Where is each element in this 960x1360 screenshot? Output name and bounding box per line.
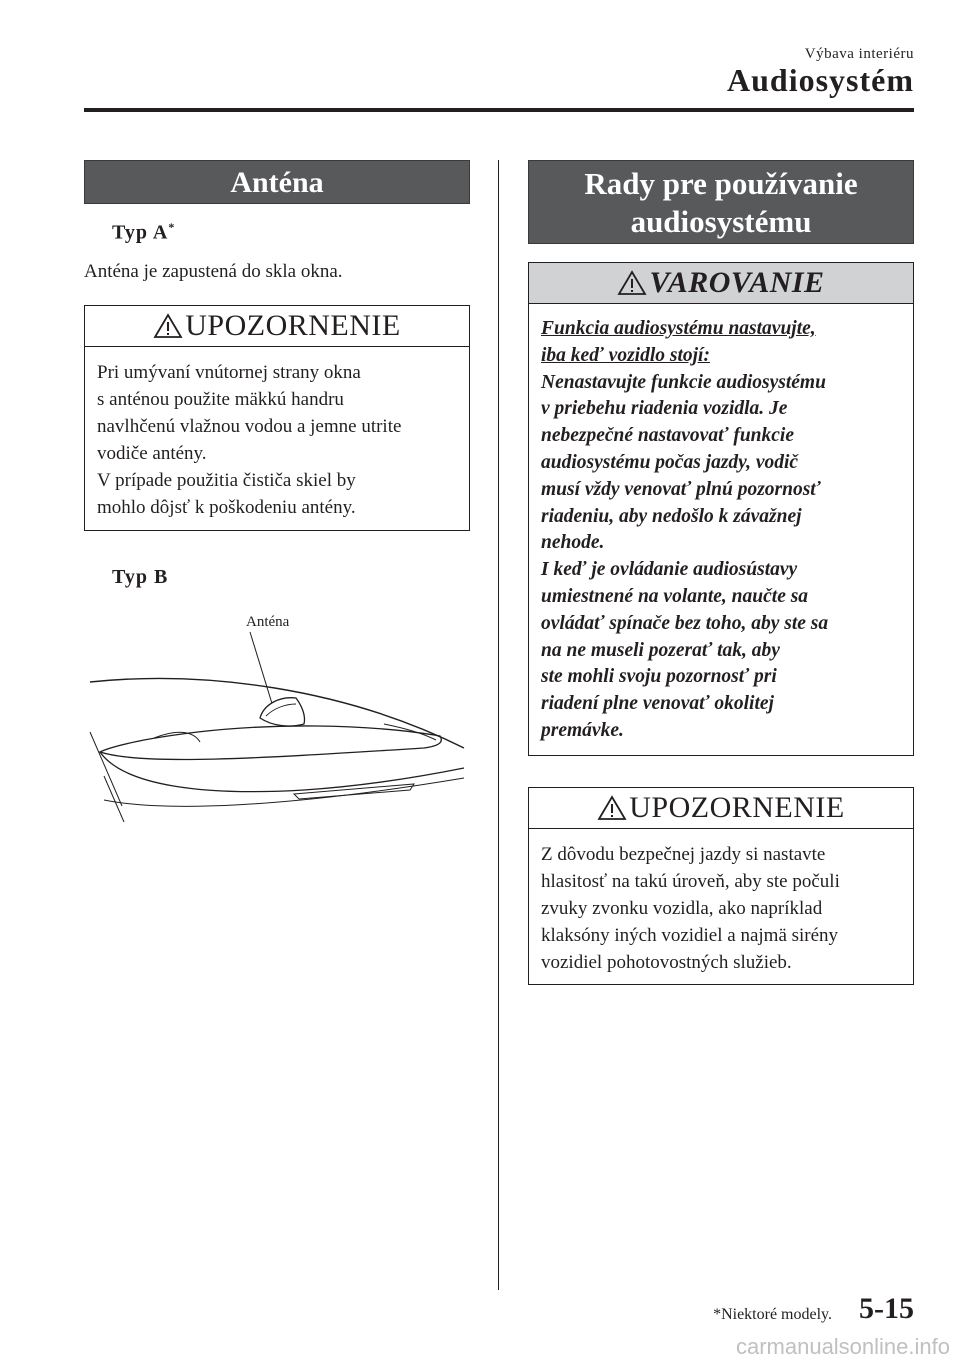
section-heading-antena: Anténa — [84, 160, 470, 204]
warning-line: nebezpečné nastavovať funkcie — [541, 425, 794, 447]
caution-line: vozidiel pohotovostných služieb. — [541, 952, 792, 973]
warning-underlined-line: Funkcia audiosystému nastavujte, — [541, 318, 816, 339]
warning-line: ste mohli svoju pozornosť pri — [541, 666, 777, 688]
section-heading-line: audiosystému — [630, 204, 812, 239]
warning-line: audiosystému počas jazdy, vodič — [541, 451, 799, 473]
warning-triangle-icon — [597, 795, 627, 821]
caution-line: klaksóny iných vozidiel a najmä sirény — [541, 925, 839, 946]
warning-box — [528, 262, 914, 756]
typ-a-description: Anténa je zapustená do skla okna. — [84, 261, 343, 282]
header-chapter: Audiosystém — [726, 62, 914, 98]
caution-line: Pri umývaní vnútornej strany okna — [97, 362, 361, 383]
caution-line: navlhčenú vlažnou vodou a jemne utrite — [97, 416, 402, 437]
watermark: carmanualsonline.info — [735, 1334, 950, 1359]
page-number: 5-15 — [859, 1292, 914, 1325]
warning-triangle-icon — [153, 313, 183, 339]
caution-body — [85, 347, 469, 531]
caution-line: s anténou použite mäkkú handru — [97, 389, 344, 410]
warning-line: ovládať spínače bez toho, aby ste sa — [541, 612, 829, 634]
warning-line: umiestnené na volante, naučte sa — [541, 585, 809, 607]
caution-title: UPOZORNENIE — [185, 309, 401, 342]
caution-line: Z dôvodu bezpečnej jazdy si nastavte — [541, 844, 826, 865]
caution-line: mohlo dôjsť k poškodeniu antény. — [97, 497, 356, 518]
warning-line: v priebehu riadenia vozidla. Je — [541, 398, 788, 420]
section-heading-line: Rady pre používanie — [584, 166, 858, 201]
warning-line: riadeniu, aby nedošlo k závažnej — [541, 505, 802, 527]
warning-underlined-line: iba keď vozidlo stojí: — [541, 344, 710, 366]
warning-line: premávke. — [541, 719, 624, 741]
caution-line: zvuky zvonku vozidla, ako napríklad — [541, 898, 823, 919]
column-divider — [498, 160, 499, 1290]
warning-line: Nenastavujte funkcie audiosystému — [541, 371, 826, 393]
caution-line: hlasitosť na takú úroveň, aby ste počuli — [541, 871, 840, 892]
antenna-figure — [84, 600, 470, 840]
typ-a-label — [112, 220, 175, 245]
caution-line: vodiče antény. — [97, 443, 207, 464]
caution-title: UPOZORNENIE — [629, 791, 845, 824]
warning-body — [529, 304, 913, 755]
section-heading-rady — [528, 160, 914, 244]
roof-antenna-illustration — [84, 600, 470, 840]
warning-header — [529, 263, 913, 304]
warning-line: I keď je ovládanie audiosústavy — [541, 559, 798, 581]
warning-line: riadení plne venovať okolitej — [541, 693, 774, 715]
figure-label-antena: Anténa — [246, 614, 290, 630]
typ-a-text: Typ A — [112, 221, 169, 244]
header-section: Výbava interiéru — [804, 46, 914, 62]
warning-line: nehode. — [541, 532, 605, 554]
caution-box-audio — [528, 787, 914, 985]
warning-title: VAROVANIE — [649, 266, 825, 299]
caution-header — [529, 788, 913, 829]
footnote: *Niektoré modely. — [713, 1306, 832, 1323]
warning-line: musí vždy venovať plnú pozornosť — [541, 478, 821, 500]
warning-line: na ne museli pozerať tak, aby — [541, 639, 780, 661]
warning-triangle-icon — [617, 270, 647, 296]
typ-b-label: Typ B — [112, 566, 169, 588]
caution-body — [529, 829, 913, 986]
typ-a-footnote-mark: * — [168, 220, 176, 234]
header-rule — [84, 108, 914, 112]
caution-header — [85, 306, 469, 347]
caution-box-antena — [84, 305, 470, 531]
caution-line: V prípade použitia čističa skiel by — [97, 470, 356, 491]
